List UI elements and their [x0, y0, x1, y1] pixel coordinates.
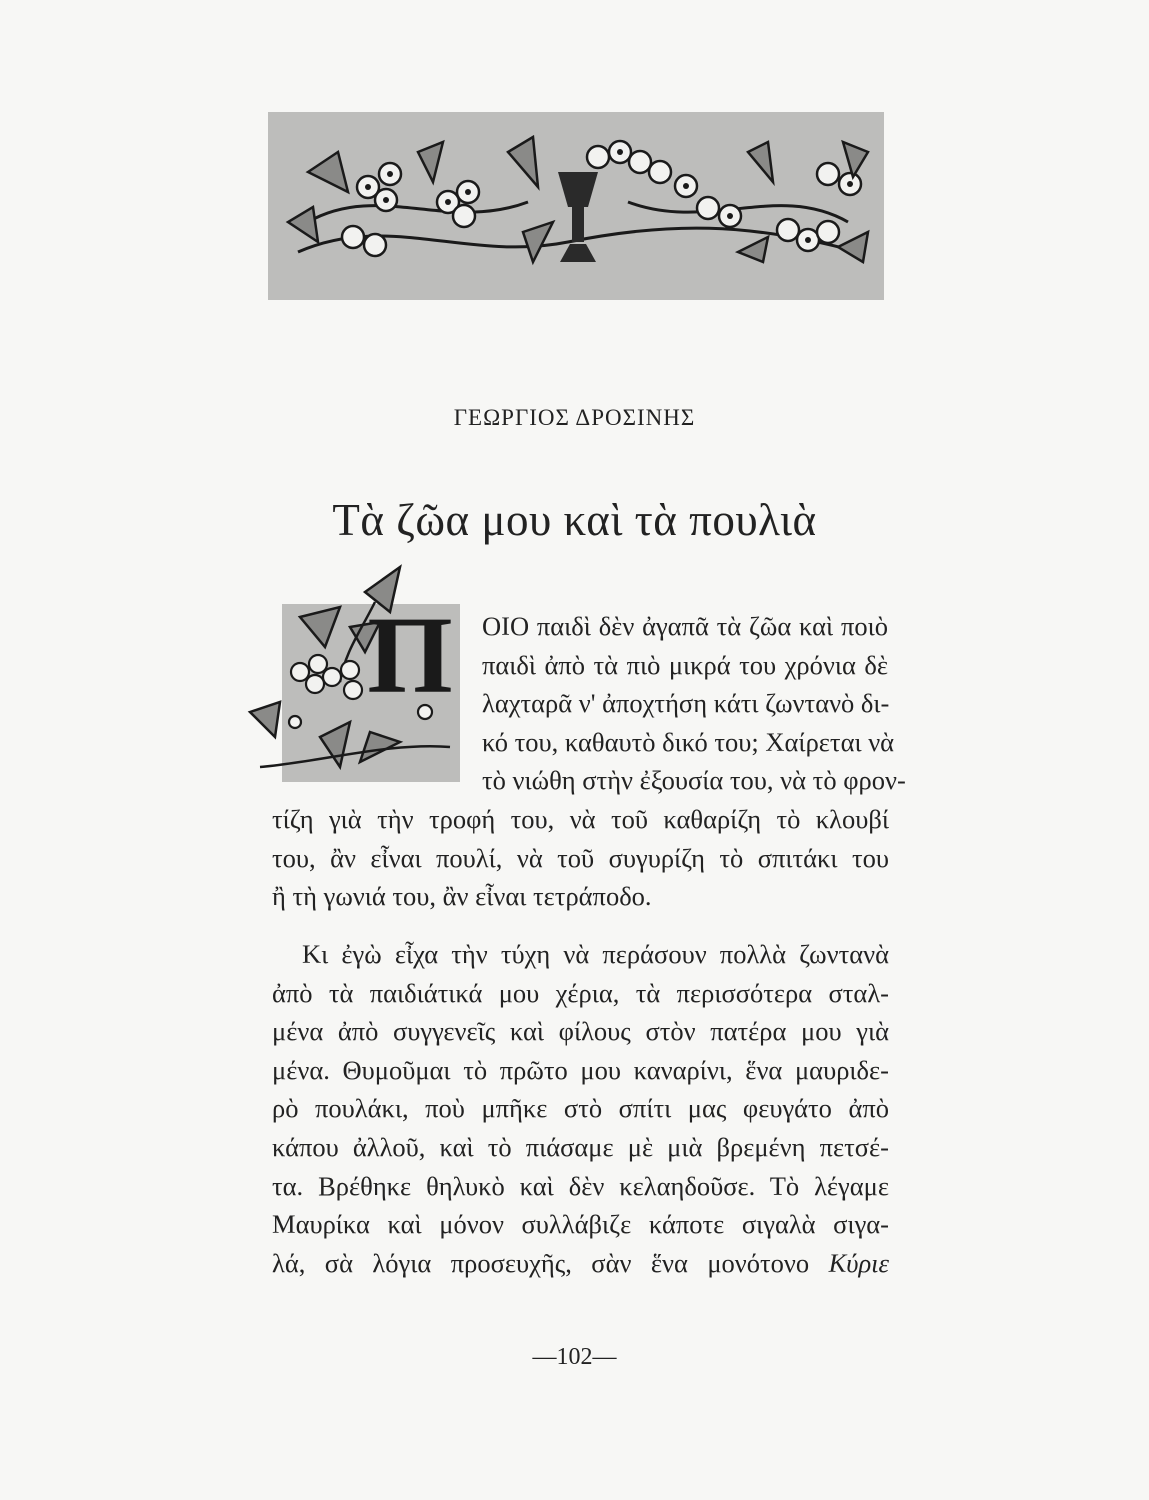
- text-line: μένα ἀπὸ συγγενεῖς καὶ φίλους στὸν πατέρα μου γιὰ: [272, 1016, 889, 1047]
- floral-banner-illustration: [268, 112, 884, 300]
- text-line: ἀπὸ τὰ παιδιάτικά μου χέρια, τὰ περισσότερα σταλ-: [272, 977, 889, 1008]
- text-line: τίζη γιὰ τὴν τροφή του, νὰ τοῦ καθαρίζη τὸ κλουβί: [272, 804, 889, 834]
- drop-cap-flower-icon: [240, 562, 480, 787]
- text-line: λαχταρᾶ ν' ἀποχτήση κάτι ζωντανὸ δι-: [482, 688, 890, 719]
- text-line: μένα. Θυμοῦμαι τὸ πρῶτο μου καναρίνι, ἕνα μαυριδε-: [272, 1054, 889, 1085]
- text-line: ἢ τὴ γωνιά του, ἂν εἶναι τετράποδο.: [272, 881, 652, 912]
- drop-cap-illustration: [240, 562, 480, 787]
- text-line: ΟΙΟ παιδὶ δὲν ἀγαπᾶ τὰ ζῶα καὶ ποιὸ: [482, 611, 888, 641]
- text-line: κάπου ἀλλοῦ, καὶ τὸ πιάσαμε μὲ μιὰ βρεμένη πετσέ-: [272, 1131, 889, 1162]
- text-line: Κι ἐγὼ εἶχα τὴν τύχη νὰ περάσουν πολλὰ ζωντανὰ: [302, 939, 889, 969]
- text-line: τα. Βρέθηκε θηλυκὸ καὶ δὲν κελαηδοῦσε. Τὸ λέγαμε: [272, 1170, 889, 1201]
- floral-banner-icon: [268, 112, 884, 300]
- author-name: ΓΕΩΡΓΙΟΣ ΔΡΟΣΙΝΗΣ: [453, 405, 696, 430]
- paragraph-2: [272, 935, 889, 1282]
- text-line-final: [272, 1244, 889, 1283]
- text-plain: λά, σὰ λόγια προσευχῆς, σὰν ἕνα μονότονο: [272, 1247, 810, 1278]
- text-line: παιδὶ ἀπὸ τὰ πιὸ μικρά του χρόνια δὲ: [482, 649, 888, 680]
- text-line: Μαυρίκα καὶ μόνον συλλάβιζε κάποτε σιγαλὰ σιγα-: [272, 1209, 889, 1240]
- chapter-title: Τὰ ζῶα μου καὶ τὰ πουλιὰ: [332, 495, 817, 545]
- text-line: τὸ νιώθη στὴν ἐξουσία του, νὰ τὸ φρον-: [482, 765, 906, 796]
- paragraph-1-continued: [272, 800, 889, 916]
- paragraph-1-opening: [482, 607, 906, 800]
- text-line: του, ἂν εἶναι πουλί, νὰ τοῦ συγυρίζη τὸ σπιτάκι του: [272, 842, 889, 873]
- text-line: κό του, καθαυτὸ δικό του; Χαίρεται νὰ: [482, 726, 895, 757]
- text-italic: Κύριε: [828, 1247, 889, 1278]
- drop-cap-letter: Π: [367, 594, 453, 716]
- page-number: —102—: [532, 1344, 617, 1370]
- text-line: ρὸ πουλάκι, ποὺ μπῆκε στὸ σπίτι μας φευγάτο ἀπὸ: [272, 1093, 889, 1124]
